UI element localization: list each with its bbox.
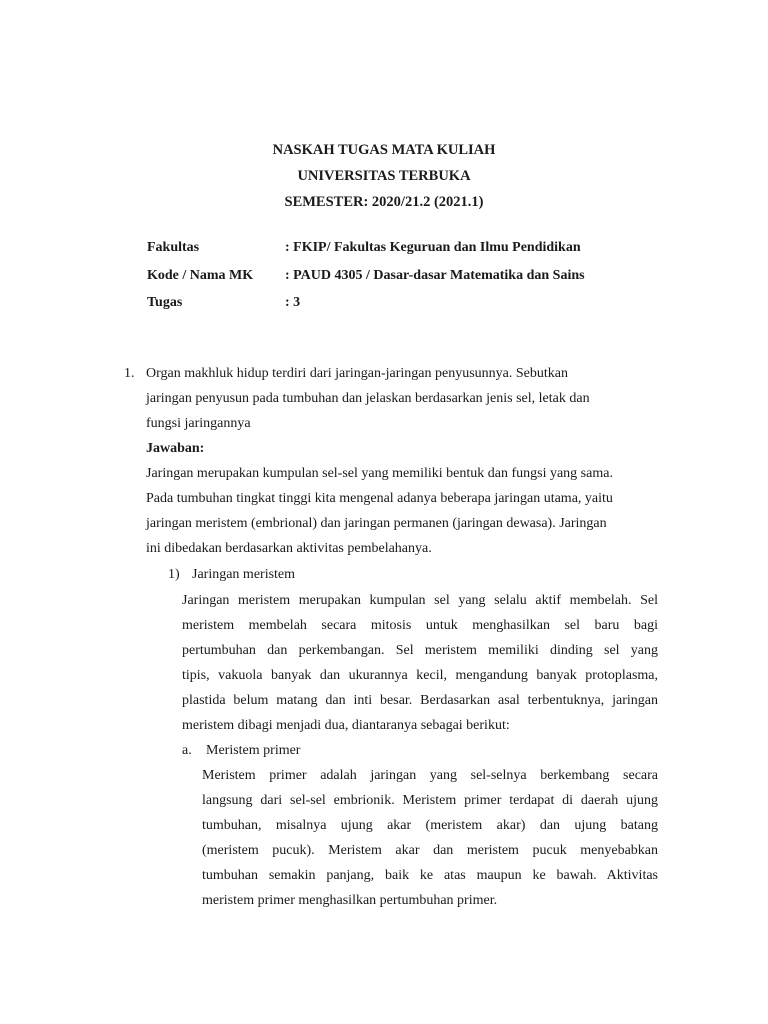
section-line: tipis, vakuola banyak dan ukurannya kecil, mengandung banyak protoplasma,: [182, 668, 658, 683]
faculty-label: Fakultas: [147, 240, 200, 255]
subsection-line: tumbuhan semakin panjang, baik ke atas maupun ke bawah. Aktivitas: [202, 868, 658, 883]
answer-line: Jaringan merupakan kumpulan sel-sel yang memiliki bentuk dan fungsi yang sama.: [146, 466, 613, 481]
question-number: 1.: [124, 366, 135, 381]
assignment-label: Tugas: [147, 295, 183, 310]
question-line: jaringan penyusun pada tumbuhan dan jelaskan berdasarkan jenis sel, letak dan: [146, 391, 590, 406]
section-line: meristem dibagi menjadi dua, diantaranya sebagai berikut:: [182, 718, 510, 733]
section-number: 1): [168, 567, 180, 582]
subsection-title: Meristem primer: [206, 743, 301, 758]
section-title: Jaringan meristem: [192, 567, 296, 582]
section-line: plastida belum matang dan inti besar. Berdasarkan asal terbentuknya, jaringan: [182, 693, 658, 708]
document-heading: [0, 137, 768, 215]
answer-line: jaringan meristem (embrional) dan jaringan permanen (jaringan dewasa). Jaringan: [146, 516, 607, 531]
course-code-label: Kode / Nama MK: [147, 267, 254, 283]
subsection-line: Meristem primer adalah jaringan yang sel-selnya berkembang secara: [202, 768, 658, 783]
section-line: Jaringan meristem merupakan kumpulan sel yang selalu aktif membelah. Sel: [182, 593, 658, 608]
section-line: meristem membelah secara mitosis untuk menghasilkan sel baru bagi: [182, 618, 658, 633]
heading-line-1: NASKAH TUGAS MATA KULIAH: [272, 142, 496, 158]
answer-line: Pada tumbuhan tingkat tinggi kita mengenal adanya beberapa jaringan utama, yaitu: [146, 491, 613, 506]
heading-line-2: UNIVERSITAS TERBUKA: [297, 168, 471, 184]
section-line: pertumbuhan dan perkembangan. Sel meristem memiliki dinding sel yang: [182, 643, 658, 658]
subsection-line: langsung dari sel-sel embrionik. Meristem primer terdapat di daerah ujung: [202, 793, 658, 808]
course-code-value: : PAUD 4305 / Dasar-dasar Matematika dan Sains: [285, 267, 585, 283]
subsection-line: (meristem pucuk). Meristem akar dan meristem pucuk menyebabkan: [202, 843, 658, 858]
assignment-value: : 3: [285, 295, 301, 310]
subsection-letter: a.: [182, 743, 192, 758]
question-line: fungsi jaringannya: [146, 416, 251, 431]
course-info-row: [147, 289, 585, 317]
heading-line-3: SEMESTER: 2020/21.2 (2021.1): [284, 194, 484, 210]
subsection-line: tumbuhan, misalnya ujung akar (meristem akar) dan ujung batang: [202, 818, 658, 833]
faculty-value: : FKIP/ Fakultas Keguruan dan Ilmu Pendidikan: [285, 240, 581, 255]
question-line: Organ makhluk hidup terdiri dari jaringan-jaringan penyusunnya. Sebutkan: [146, 366, 568, 381]
course-info-row: [147, 262, 585, 290]
course-info: [147, 234, 585, 317]
subsection-line: meristem primer menghasilkan pertumbuhan primer.: [202, 893, 498, 908]
course-info-row: [147, 234, 585, 262]
answer-label: Jawaban:: [146, 441, 205, 456]
answer-line: ini dibedakan berdasarkan aktivitas pembelahanya.: [146, 541, 432, 556]
